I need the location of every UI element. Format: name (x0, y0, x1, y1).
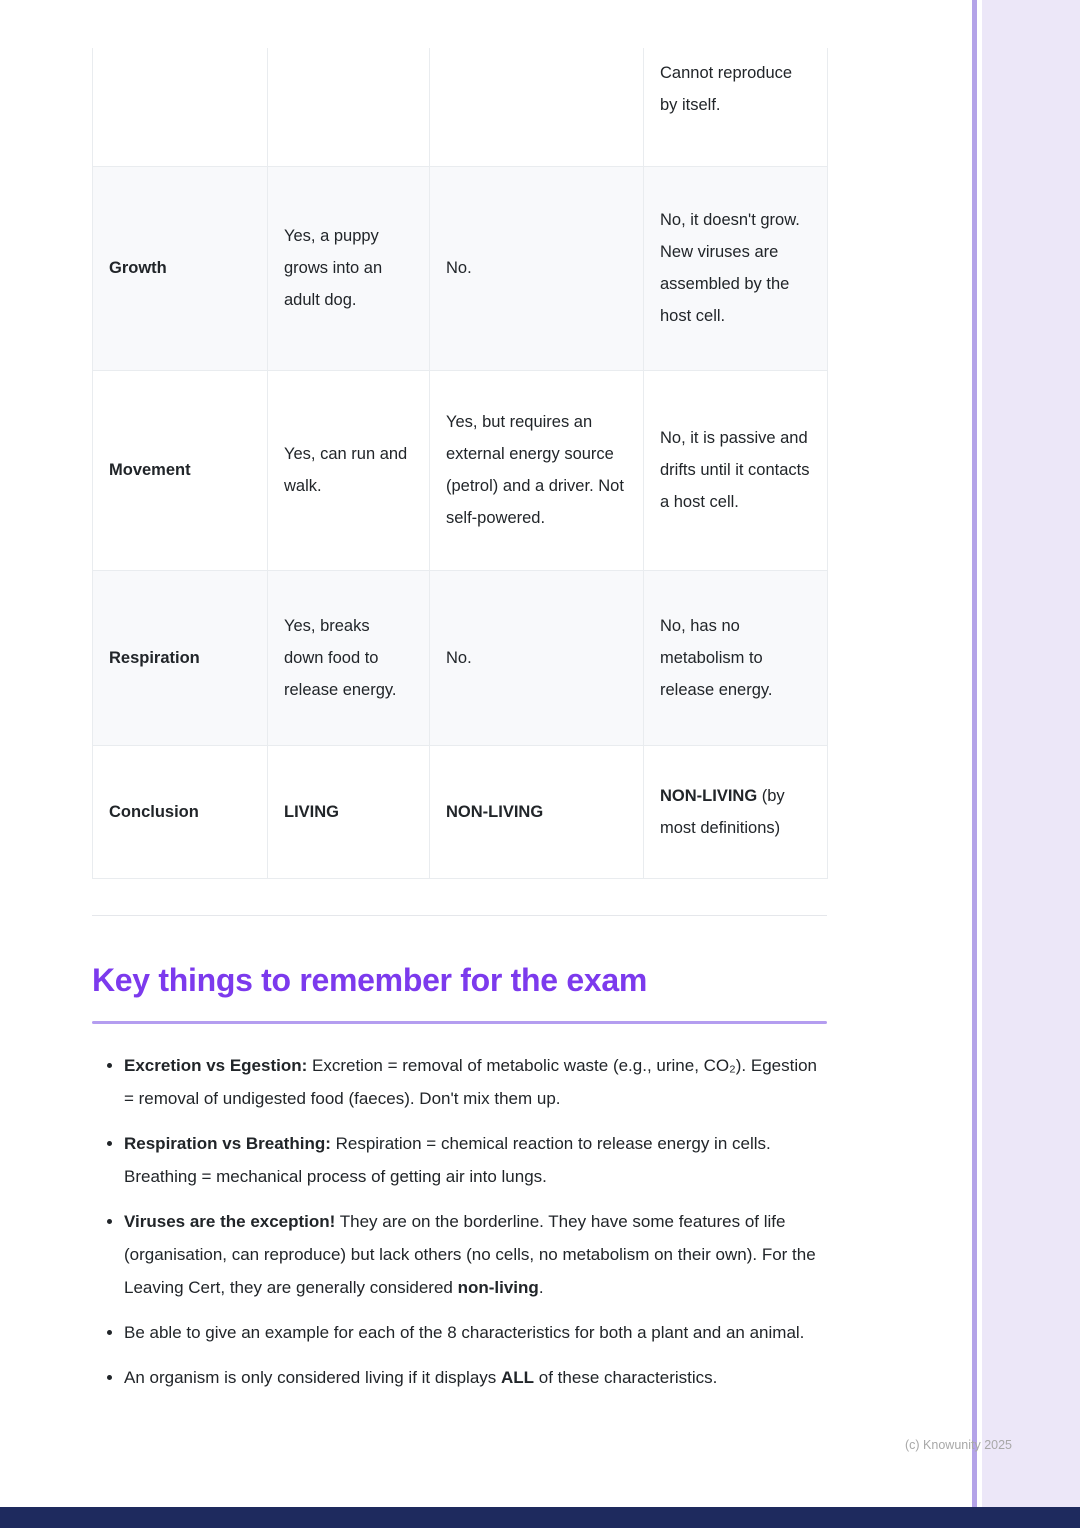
text: Excretion = removal of metabolic waste (e.g., urine, CO₂). Egestion = removal of undigested food (faeces). Don't mix them up. (124, 1055, 818, 1108)
table-cell (644, 570, 828, 745)
table-row (93, 745, 828, 878)
bold-text: Viruses are the exception! (124, 1211, 336, 1231)
text: Cannot reproduce by itself. (660, 64, 793, 114)
bold-text: Respiration vs Breathing: (124, 1133, 331, 1153)
table-cell (430, 48, 644, 166)
bold-text: Excretion vs Egestion: (124, 1055, 308, 1075)
text: No, has no metabolism to release energy. (660, 616, 773, 699)
list-item (124, 1049, 827, 1115)
row-label: Growth (93, 166, 268, 370)
table-cell (268, 745, 430, 878)
comparison-table (92, 48, 828, 879)
page-edge-line (972, 0, 977, 1507)
notes-content (92, 48, 827, 1406)
row-label: Conclusion (93, 745, 268, 878)
list-item (124, 1361, 827, 1394)
table-cell (268, 48, 430, 166)
table-row (93, 48, 828, 166)
table-cell (268, 166, 430, 370)
text: No. (446, 648, 472, 667)
list-item (124, 1127, 827, 1193)
text: of these characteristics. (534, 1367, 718, 1387)
text: Yes, breaks down food to release energy. (284, 616, 397, 699)
table-cell (644, 166, 828, 370)
table-row (93, 570, 828, 745)
table-cell (268, 370, 430, 570)
section-divider (92, 915, 827, 916)
list-item (124, 1316, 827, 1349)
bold-text: NON-LIVING (446, 802, 544, 821)
list-item (124, 1205, 827, 1304)
text: An organism is only considered living if it displays (124, 1367, 502, 1387)
table-cell (644, 370, 828, 570)
table-cell (268, 570, 430, 745)
bold-text: ALL (501, 1367, 535, 1387)
watermark: (c) Knowunity 2025 (905, 1438, 1013, 1452)
text: They are on the borderline. They have some features of life (organisation, can reproduce) but lack others (no cells, no metabolism on their own). For the Leaving Cert, they are generally considered (124, 1211, 816, 1297)
section-title: Key things to remember for the exam (92, 961, 647, 998)
table-cell (430, 745, 644, 878)
bottom-bar (0, 1507, 1080, 1528)
text: Yes, can run and walk. (284, 445, 408, 495)
bold-text: non-living (457, 1277, 539, 1297)
bold-text: LIVING (284, 802, 340, 821)
key-points-list (92, 1049, 827, 1394)
table-cell (430, 166, 644, 370)
table-cell (430, 370, 644, 570)
text: No, it is passive and drifts until it contacts a host cell. (660, 429, 810, 511)
row-label: Movement (93, 370, 268, 570)
title-underline (92, 1021, 827, 1024)
table-cell (430, 570, 644, 745)
text: Be able to give an example for each of the 8 characteristics for both a plant and an animal. (124, 1322, 805, 1342)
row-label (93, 48, 268, 166)
text: No, it doesn't grow. New viruses are assembled by the host cell. (660, 211, 800, 325)
table-cell (644, 48, 828, 166)
row-label: Respiration (93, 570, 268, 745)
table-row (93, 166, 828, 370)
text: Respiration = chemical reaction to release energy in cells. Breathing = mechanical process of getting air into lungs. (124, 1133, 771, 1186)
bold-text: NON-LIVING (660, 786, 758, 805)
side-panel (982, 0, 1080, 1507)
text: Yes, but requires an external energy source (petrol) and a driver. Not self-powered. (446, 413, 624, 527)
text: . (538, 1277, 544, 1297)
text: No. (446, 259, 472, 277)
table-cell (644, 745, 828, 878)
text: Yes, a puppy grows into an adult dog. (284, 227, 383, 309)
table-row (93, 370, 828, 570)
text: (by most definitions) (660, 786, 785, 837)
